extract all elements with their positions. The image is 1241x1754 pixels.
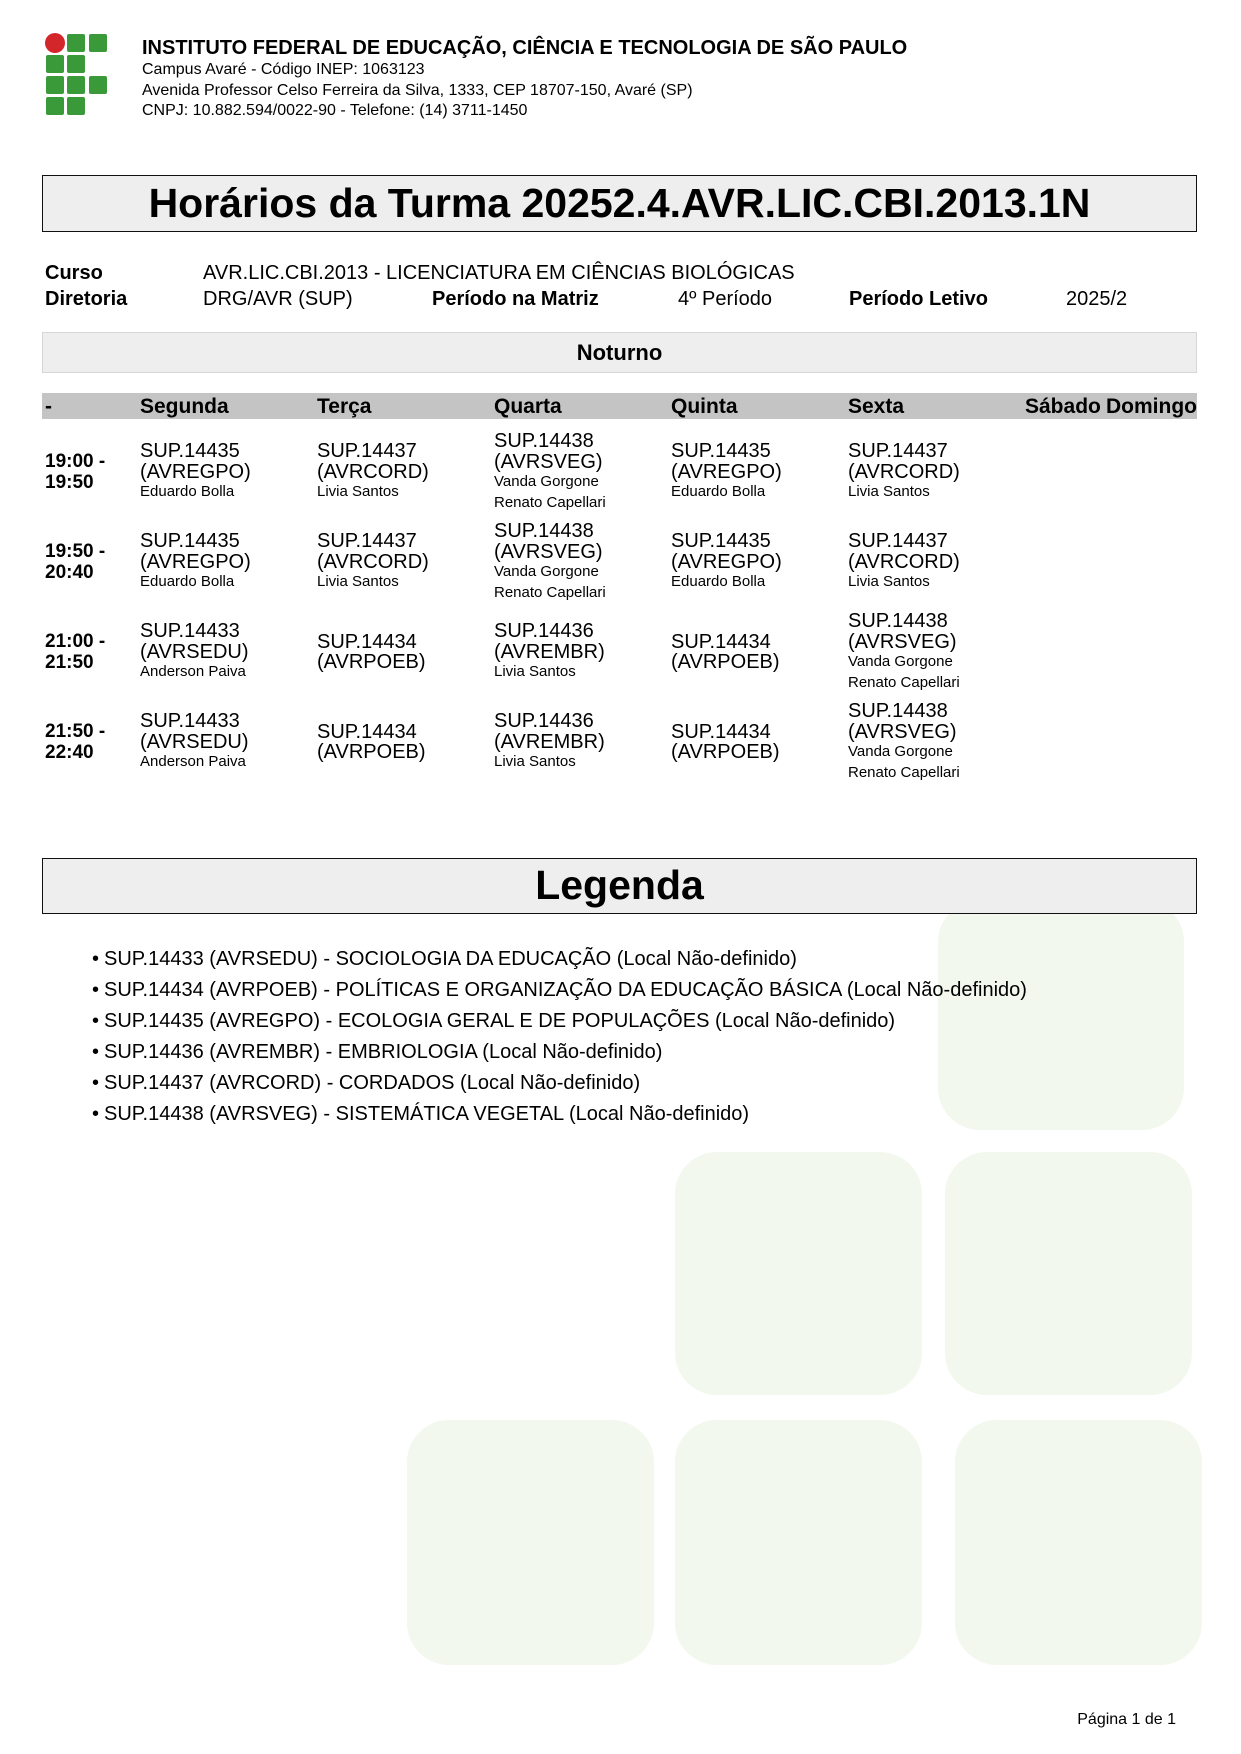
teacher-name: Eduardo Bolla (671, 573, 766, 591)
schedule-cell (140, 531, 310, 593)
institution-logo-icon (45, 33, 109, 117)
curso-label: Curso (45, 262, 103, 284)
subject-code: SUP.14433 (140, 620, 240, 643)
subject-code: SUP.14436 (494, 710, 594, 733)
subject-code: SUP.14435 (140, 530, 240, 553)
subject-code: SUP.14437 (848, 440, 948, 463)
institution-address: Avenida Professor Celso Ferreira da Silva, 1333, CEP 18707-150, Avaré (SP) (142, 81, 693, 99)
header-domingo: Domingo (1106, 395, 1197, 418)
subject-code: (AVREGPO) (140, 460, 251, 483)
teacher-name: Livia Santos (494, 753, 576, 771)
watermark-square (675, 1420, 922, 1665)
teacher-name: Livia Santos (317, 573, 399, 591)
schedule-cell (848, 531, 1018, 593)
schedule-cell (140, 441, 310, 503)
schedule-cell (848, 611, 1018, 693)
subject-code: (AVRSEDU) (140, 730, 249, 753)
schedule-cell (140, 711, 310, 773)
schedule-cell (317, 441, 487, 503)
subject-code: SUP.14438 (494, 430, 594, 452)
schedule-cell (494, 711, 664, 773)
schedule-cell (140, 621, 310, 683)
page-title: Horários da Turma 20252.4.AVR.LIC.CBI.2013.1N (42, 175, 1197, 232)
teacher-name: Renato Capellari (494, 493, 606, 511)
periodo-matriz-label: Período na Matriz (432, 288, 599, 310)
schedule-cell (317, 632, 487, 673)
header-sabado: Sábado (1025, 395, 1101, 418)
time-slot-line: 19:50 (45, 472, 94, 493)
time-slot-line: 21:50 - (45, 721, 106, 742)
diretoria-label: Diretoria (45, 288, 128, 310)
legend-item: • SUP.14438 (AVRSVEG) - SISTEMÁTICA VEGETAL (Local Não-definido) (92, 1099, 1027, 1130)
subject-code: SUP.14434 (671, 630, 771, 653)
subject-code: (AVRSVEG) (494, 450, 603, 473)
subject-code: (AVRCORD) (317, 460, 429, 483)
header-terca: Terça (317, 395, 372, 418)
schedule-cell (848, 441, 1018, 503)
subject-code: (AVRPOEB) (317, 741, 426, 763)
subject-code: SUP.14438 (494, 520, 594, 542)
subject-code: (AVRSVEG) (848, 720, 957, 743)
subject-code: SUP.14434 (671, 720, 771, 743)
subject-code: SUP.14438 (848, 610, 948, 632)
watermark-square (945, 1152, 1192, 1395)
watermark-square (407, 1420, 654, 1665)
schedule-cell (848, 701, 1018, 783)
subject-code: SUP.14434 (317, 720, 417, 743)
institution-name: INSTITUTO FEDERAL DE EDUCAÇÃO, CIÊNCIA E TECNOLOGIA DE SÃO PAULO (142, 37, 908, 59)
periodo-letivo-value: 2025/2 (1066, 288, 1128, 310)
subject-code: (AVREGPO) (140, 550, 251, 573)
subject-code: (AVREGPO) (671, 550, 782, 573)
teacher-name: Vanda Gorgone (494, 563, 599, 580)
time-slot (45, 721, 105, 763)
subject-code: SUP.14435 (671, 530, 771, 553)
time-slot (45, 631, 105, 673)
time-slot-line: 19:00 - (45, 451, 106, 472)
legend-item: • SUP.14434 (AVRPOEB) - POLÍTICAS E ORGANIZAÇÃO DA EDUCAÇÃO BÁSICA (Local Não-definido) (92, 975, 1027, 1006)
teacher-name: Livia Santos (848, 483, 930, 501)
institution-header (142, 36, 907, 122)
periodo-matriz-value: 4º Período (678, 288, 773, 310)
subject-code: (AVRPOEB) (671, 651, 780, 673)
curso-value: AVR.LIC.CBI.2013 - LICENCIATURA EM CIÊNCIAS BIOLÓGICAS (203, 262, 795, 284)
time-slot (45, 451, 105, 493)
time-slot-line: 20:40 (45, 562, 94, 583)
watermark-square (675, 1152, 922, 1395)
teacher-name: Eduardo Bolla (140, 573, 235, 591)
time-slot-line: 21:00 - (45, 631, 106, 652)
subject-code: (AVRCORD) (848, 550, 960, 573)
subject-code: SUP.14438 (848, 700, 948, 722)
subject-code: SUP.14437 (317, 530, 417, 553)
subject-code: (AVRPOEB) (671, 741, 780, 763)
teacher-name: Vanda Gorgone (848, 653, 953, 670)
subject-code: SUP.14433 (140, 710, 240, 733)
schedule-cell (317, 531, 487, 593)
schedule-cell (671, 722, 841, 763)
header-quinta: Quinta (671, 395, 738, 418)
header-segunda: Segunda (140, 395, 229, 418)
schedule-cell (671, 632, 841, 673)
institution-campus: Campus Avaré - Código INEP: 1063123 (142, 61, 425, 78)
teacher-name: Livia Santos (494, 663, 576, 681)
teacher-name: Livia Santos (317, 483, 399, 501)
legend-title: Legenda (42, 858, 1197, 914)
subject-code: (AVREMBR) (494, 730, 605, 753)
subject-code: (AVRSVEG) (494, 540, 603, 563)
teacher-name: Eduardo Bolla (140, 483, 235, 501)
subject-code: (AVREGPO) (671, 460, 782, 483)
schedule-cell (671, 441, 841, 503)
header-time: - (45, 395, 52, 418)
subject-code: (AVRPOEB) (317, 651, 426, 673)
subject-code: SUP.14437 (848, 530, 948, 553)
periodo-letivo-label: Período Letivo (849, 288, 988, 310)
subject-code: (AVRSVEG) (848, 630, 957, 653)
schedule-cell (317, 722, 487, 763)
teacher-name: Renato Capellari (848, 673, 960, 691)
teacher-name: Renato Capellari (848, 763, 960, 781)
subject-code: SUP.14434 (317, 630, 417, 653)
subject-code: SUP.14436 (494, 620, 594, 643)
header-sexta: Sexta (848, 395, 905, 418)
teacher-name: Anderson Paiva (140, 753, 246, 771)
time-slot-line: 22:40 (45, 742, 94, 763)
schedule-cell (494, 621, 664, 683)
time-slot-line: 19:50 - (45, 541, 106, 562)
legend-item: • SUP.14437 (AVRCORD) - CORDADOS (Local Não-definido) (92, 1068, 1027, 1099)
shift-header: Noturno (42, 332, 1197, 373)
watermark-square (955, 1420, 1202, 1665)
subject-code: (AVRCORD) (848, 460, 960, 483)
teacher-name: Livia Santos (848, 573, 930, 591)
teacher-name: Eduardo Bolla (671, 483, 766, 501)
schedule-cell (494, 521, 664, 603)
header-quarta: Quarta (494, 395, 562, 418)
teacher-name: Vanda Gorgone (848, 743, 953, 760)
subject-code: SUP.14435 (671, 440, 771, 463)
teacher-name: Renato Capellari (494, 583, 606, 601)
schedule-cell (494, 431, 664, 513)
legend-list (92, 944, 1027, 1130)
subject-code: (AVRCORD) (317, 550, 429, 573)
subject-code: (AVREMBR) (494, 640, 605, 663)
teacher-name: Vanda Gorgone (494, 473, 599, 490)
diretoria-value: DRG/AVR (SUP) (203, 288, 353, 310)
subject-code: SUP.14435 (140, 440, 240, 463)
teacher-name: Anderson Paiva (140, 663, 246, 681)
legend-item: • SUP.14435 (AVREGPO) - ECOLOGIA GERAL E DE POPULAÇÕES (Local Não-definido) (92, 1006, 1027, 1037)
subject-code: (AVRSEDU) (140, 640, 249, 663)
institution-cnpj: CNPJ: 10.882.594/0022-90 - Telefone: (14) 3711-1450 (142, 102, 528, 119)
subject-code: SUP.14437 (317, 440, 417, 463)
time-slot (45, 541, 105, 583)
page-number: Página 1 de 1 (1077, 1711, 1176, 1728)
legend-item: • SUP.14436 (AVREMBR) - EMBRIOLOGIA (Local Não-definido) (92, 1037, 1027, 1068)
legend-item: • SUP.14433 (AVRSEDU) - SOCIOLOGIA DA EDUCAÇÃO (Local Não-definido) (92, 944, 1027, 975)
schedule-header-row (42, 393, 1197, 419)
schedule-cell (671, 531, 841, 593)
time-slot-line: 21:50 (45, 652, 94, 673)
